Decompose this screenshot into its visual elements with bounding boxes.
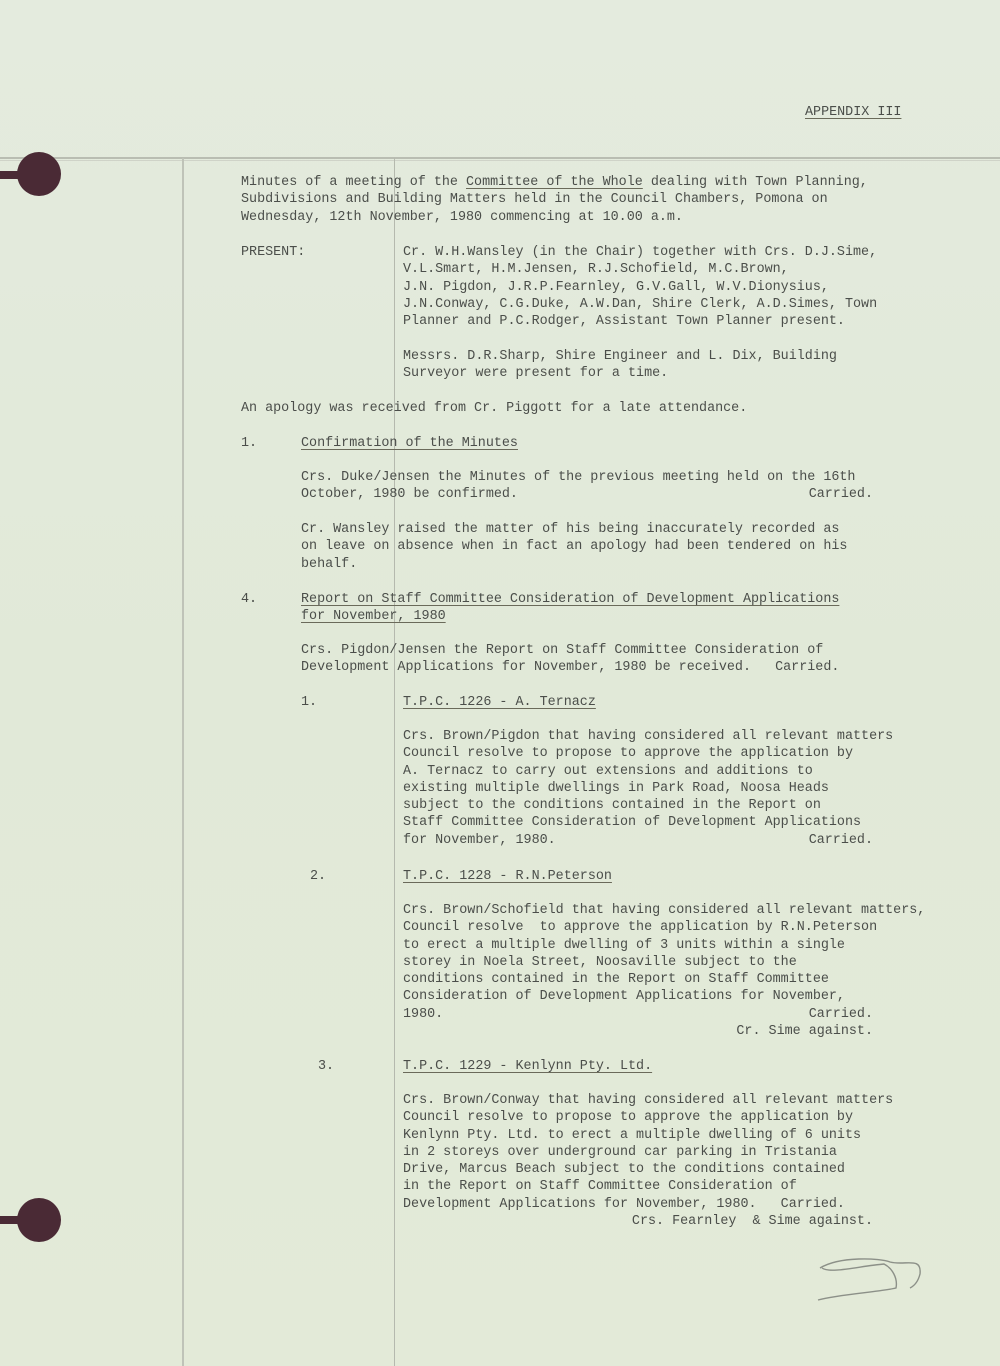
present-also-line: Messrs. D.R.Sharp, Shire Engineer and L. Dix, Building: [403, 349, 837, 364]
body-line: Crs. Brown/Schofield that having considered all relevant matters,: [403, 903, 926, 918]
motion-line: October, 1980 be confirmed.: [301, 487, 518, 503]
subitem-1-title: T.P.C. 1226 - A. Ternacz: [403, 695, 596, 710]
intro-text: Wednesday, 12th November, 1980 commencing at 10.00 a.m.: [241, 209, 683, 225]
item-4-title-line: Report on Staff Committee Consideration of Development Applications: [301, 592, 840, 607]
punch-hole-bottom: [17, 1198, 61, 1242]
left-margin-rule: [182, 158, 184, 1366]
body-line: to erect a multiple dwelling of 3 units within a single: [403, 937, 845, 953]
subitem-3-body: [403, 1092, 894, 1230]
body-line: Kenlynn Pty. Ltd. to erect a multiple dwelling of 6 units: [403, 1127, 862, 1143]
motion-line: Crs. Duke/Jensen the Minutes of the previous meeting held on the 16th: [301, 470, 856, 485]
subitem-2-title: T.P.C. 1228 - R.N.Peterson: [403, 869, 612, 884]
present-line: Cr. W.H.Wansley (in the Chair) together with Crs. D.J.Sime,: [403, 245, 878, 260]
intro-paragraph: [241, 174, 868, 226]
dissent-note: Cr. Sime against.: [736, 1024, 873, 1040]
subitem-2-body: [403, 902, 926, 1040]
header-rule: [0, 157, 1000, 159]
subitem-1-body: [403, 728, 894, 849]
body-line: subject to the conditions contained in the Report on: [403, 798, 821, 814]
body-line: for November, 1980.: [403, 832, 556, 848]
present-label: PRESENT:: [241, 245, 306, 260]
subitem-2-number: 2.: [310, 869, 327, 884]
body-line: in 2 storeys over underground car parking in Tristania: [403, 1144, 837, 1160]
note-line: on leave on absence when in fact an apology had been tendered on his: [301, 539, 848, 555]
present-line: Planner and P.C.Rodger, Assistant Town Planner present.: [403, 314, 845, 330]
note-line: behalf.: [301, 556, 358, 572]
body-line: existing multiple dwellings in Park Road, Noosa Heads: [403, 780, 829, 796]
item-1-number: 1.: [241, 436, 258, 451]
subitem-3-number: 3.: [318, 1059, 335, 1074]
signature-initials-icon: [810, 1248, 930, 1308]
present-line: J.N.Conway, C.G.Duke, A.W.Dan, Shire Clerk, A.D.Simes, Town: [403, 296, 878, 312]
header-rule-shadow: [0, 160, 1000, 161]
item-1-title: Confirmation of the Minutes: [301, 436, 518, 451]
committee-name: Committee of the Whole: [466, 175, 643, 190]
intro-text: Subdivisions and Building Matters held in the Council Chambers, Pomona on: [241, 192, 828, 208]
dissent-note: Crs. Fearnley & Sime against.: [631, 1214, 873, 1230]
motion-line: Development Applications for November, 1980 be received. Carried.: [301, 660, 840, 676]
present-line: V.L.Smart, H.M.Jensen, R.J.Schofield, M.C.Brown,: [403, 262, 789, 278]
body-line: 1980.: [403, 1006, 444, 1022]
body-line: Crs. Brown/Pigdon that having considered all relevant matters: [403, 729, 894, 744]
present-line: J.N. Pigdon, J.R.P.Fearnley, G.V.Gall, W.V.Dionysius,: [403, 279, 829, 295]
body-line: Drive, Marcus Beach subject to the conditions contained: [403, 1162, 845, 1178]
body-line: Staff Committee Consideration of Development Applications: [403, 815, 862, 831]
body-line: in the Report on Staff Committee Consideration of: [403, 1179, 797, 1195]
body-line: Council resolve to propose to approve the application by: [403, 1110, 853, 1126]
intro-text: Minutes of a meeting of the: [241, 175, 466, 190]
item-4-title-line: for November, 1980: [301, 609, 446, 625]
item-1-note: [301, 521, 847, 573]
body-line: storey in Noela Street, Noosaville subject to the: [403, 954, 797, 970]
motion-result: Carried.: [808, 487, 873, 503]
body-line: Council resolve to propose to approve the application by: [403, 746, 853, 762]
item-4-motion: [301, 642, 839, 677]
subitem-1-number: 1.: [301, 695, 318, 710]
motion-result: Carried.: [808, 1006, 873, 1022]
motion-result: Carried.: [808, 832, 873, 848]
note-line: Cr. Wansley raised the matter of his being inaccurately recorded as: [301, 522, 840, 537]
body-line: Crs. Brown/Conway that having considered all relevant matters: [403, 1093, 894, 1108]
item-1-motion: [301, 469, 873, 504]
appendix-label: APPENDIX III: [805, 105, 902, 120]
apology-text: An apology was received from Cr. Piggott for a late attendance.: [241, 401, 748, 416]
body-line: Development Applications for November, 1980. Carried.: [403, 1196, 845, 1212]
present-list: [403, 244, 877, 330]
body-line: conditions contained in the Report on Staff Committee: [403, 972, 829, 988]
intro-text: dealing with Town Planning,: [642, 175, 868, 190]
present-also-line: Surveyor were present for a time.: [403, 366, 669, 382]
body-line: Consideration of Development Applications for November,: [403, 989, 845, 1005]
item-4-title: [301, 591, 839, 626]
present-also: [403, 348, 837, 383]
body-line: Council resolve to approve the application by R.N.Peterson: [403, 920, 878, 936]
motion-line: Crs. Pigdon/Jensen the Report on Staff Committee Consideration of: [301, 643, 824, 658]
body-line: A. Ternacz to carry out extensions and additions to: [403, 763, 813, 779]
item-4-number: 4.: [241, 592, 258, 607]
punch-hole-top: [17, 152, 61, 196]
subitem-3-title: T.P.C. 1229 - Kenlynn Pty. Ltd.: [403, 1059, 653, 1074]
indent-guide-rule: [394, 158, 395, 1366]
